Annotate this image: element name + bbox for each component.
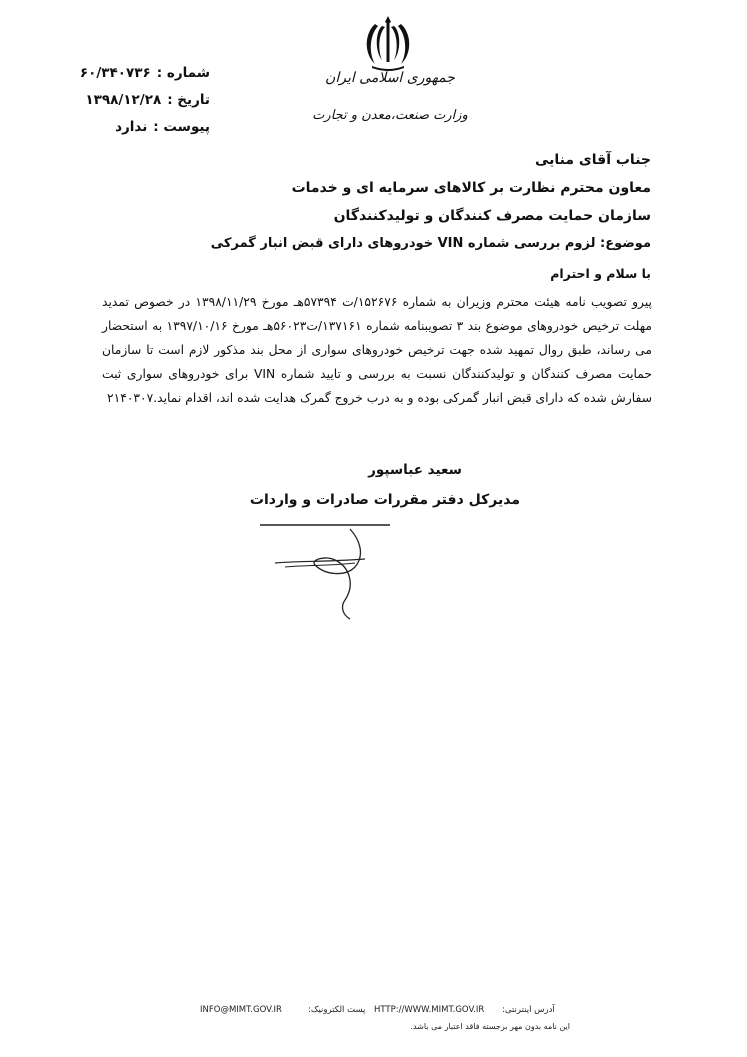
letter-attachment-label: پیوست : — [153, 119, 210, 135]
letter-number-label: شماره : — [156, 65, 210, 81]
letter-attachment-row — [70, 114, 210, 141]
footer-website-label: آدرس اینترنتی: — [502, 1005, 555, 1015]
letter-attachment-value: ندارد — [115, 119, 148, 135]
country-title: جمهوری اسلامی ایران — [325, 70, 455, 86]
iran-emblem-icon — [358, 12, 418, 72]
letter-number-value: ۶۰/۳۴۰۷۳۶ — [79, 65, 151, 81]
signer-title: مدیرکل دفتر مقررات صادرات و واردات — [249, 492, 520, 508]
addressee-position: معاون محترم نظارت بر کالاهای سرمایه ای و خدمات — [291, 180, 651, 196]
letter-date-value: ۱۳۹۸/۱۲/۲۸ — [85, 92, 162, 108]
footer-website: HTTP://WWW.MIMT.GOV.IR — [374, 1005, 485, 1015]
footer-email-label: پست الکترونیک: — [308, 1005, 366, 1015]
footer-email: INFO@MIMT.GOV.IR — [200, 1005, 282, 1015]
ministry-title: وزارت صنعت،معدن و تجارت — [312, 108, 468, 123]
letter-date-row — [70, 87, 210, 114]
greeting: با سلام و احترام — [550, 266, 651, 281]
letter-number-row — [70, 60, 210, 87]
letter-meta — [70, 60, 210, 141]
addressee-organization: سازمان حمایت مصرف کنندگان و تولیدکنندگان — [333, 208, 651, 224]
footer-contact — [196, 1005, 566, 1019]
letter-subject: موضوع: لزوم بررسی شماره VIN خودروهای دارای قبض انبار گمرکی — [210, 236, 651, 251]
signer-name: سعید عباسپور — [368, 462, 462, 478]
handwritten-signature — [255, 515, 395, 625]
addressee-block — [91, 146, 651, 258]
footer-validity-note: این نامه بدون مهر برجسته فاقد اعتبار می باشد. — [410, 1022, 570, 1031]
letter-date-label: تاریخ : — [167, 92, 210, 108]
letter-body: پیرو تصویب نامه هیئت محترم وزیران به شماره ۱۵۲۶۷۶/ت ۵۷۳۹۴هـ مورخ ۱۳۹۸/۱۱/۲۹ در خصوص تمدید مهلت ترخیص خودروهای موضوع بند ۳ تصویبنامه شماره ۱۳۷۱۶۱/ت۵۶۰۲۳هـ مورخ ۱۳۹۷/۱۰/۱۶ به استحضار می رساند، طبق روال تمهید شده جهت ترخیص خودروهای سواری از محل بند مذکور لازم است تا سازمان حمایت مصرف کنندگان و تولیدکنندگان نسبت به بررسی و تایید شماره VIN برای خودروهای سواری ثبت سفارش شده که دارای قبض انبار گمرکی بوده و به درب خروج گمرک هدایت شده اند، اقدام نماید.۲۱۴۰۳۰۷ — [102, 295, 652, 405]
addressee-name: جناب آقای منایی — [535, 152, 651, 168]
